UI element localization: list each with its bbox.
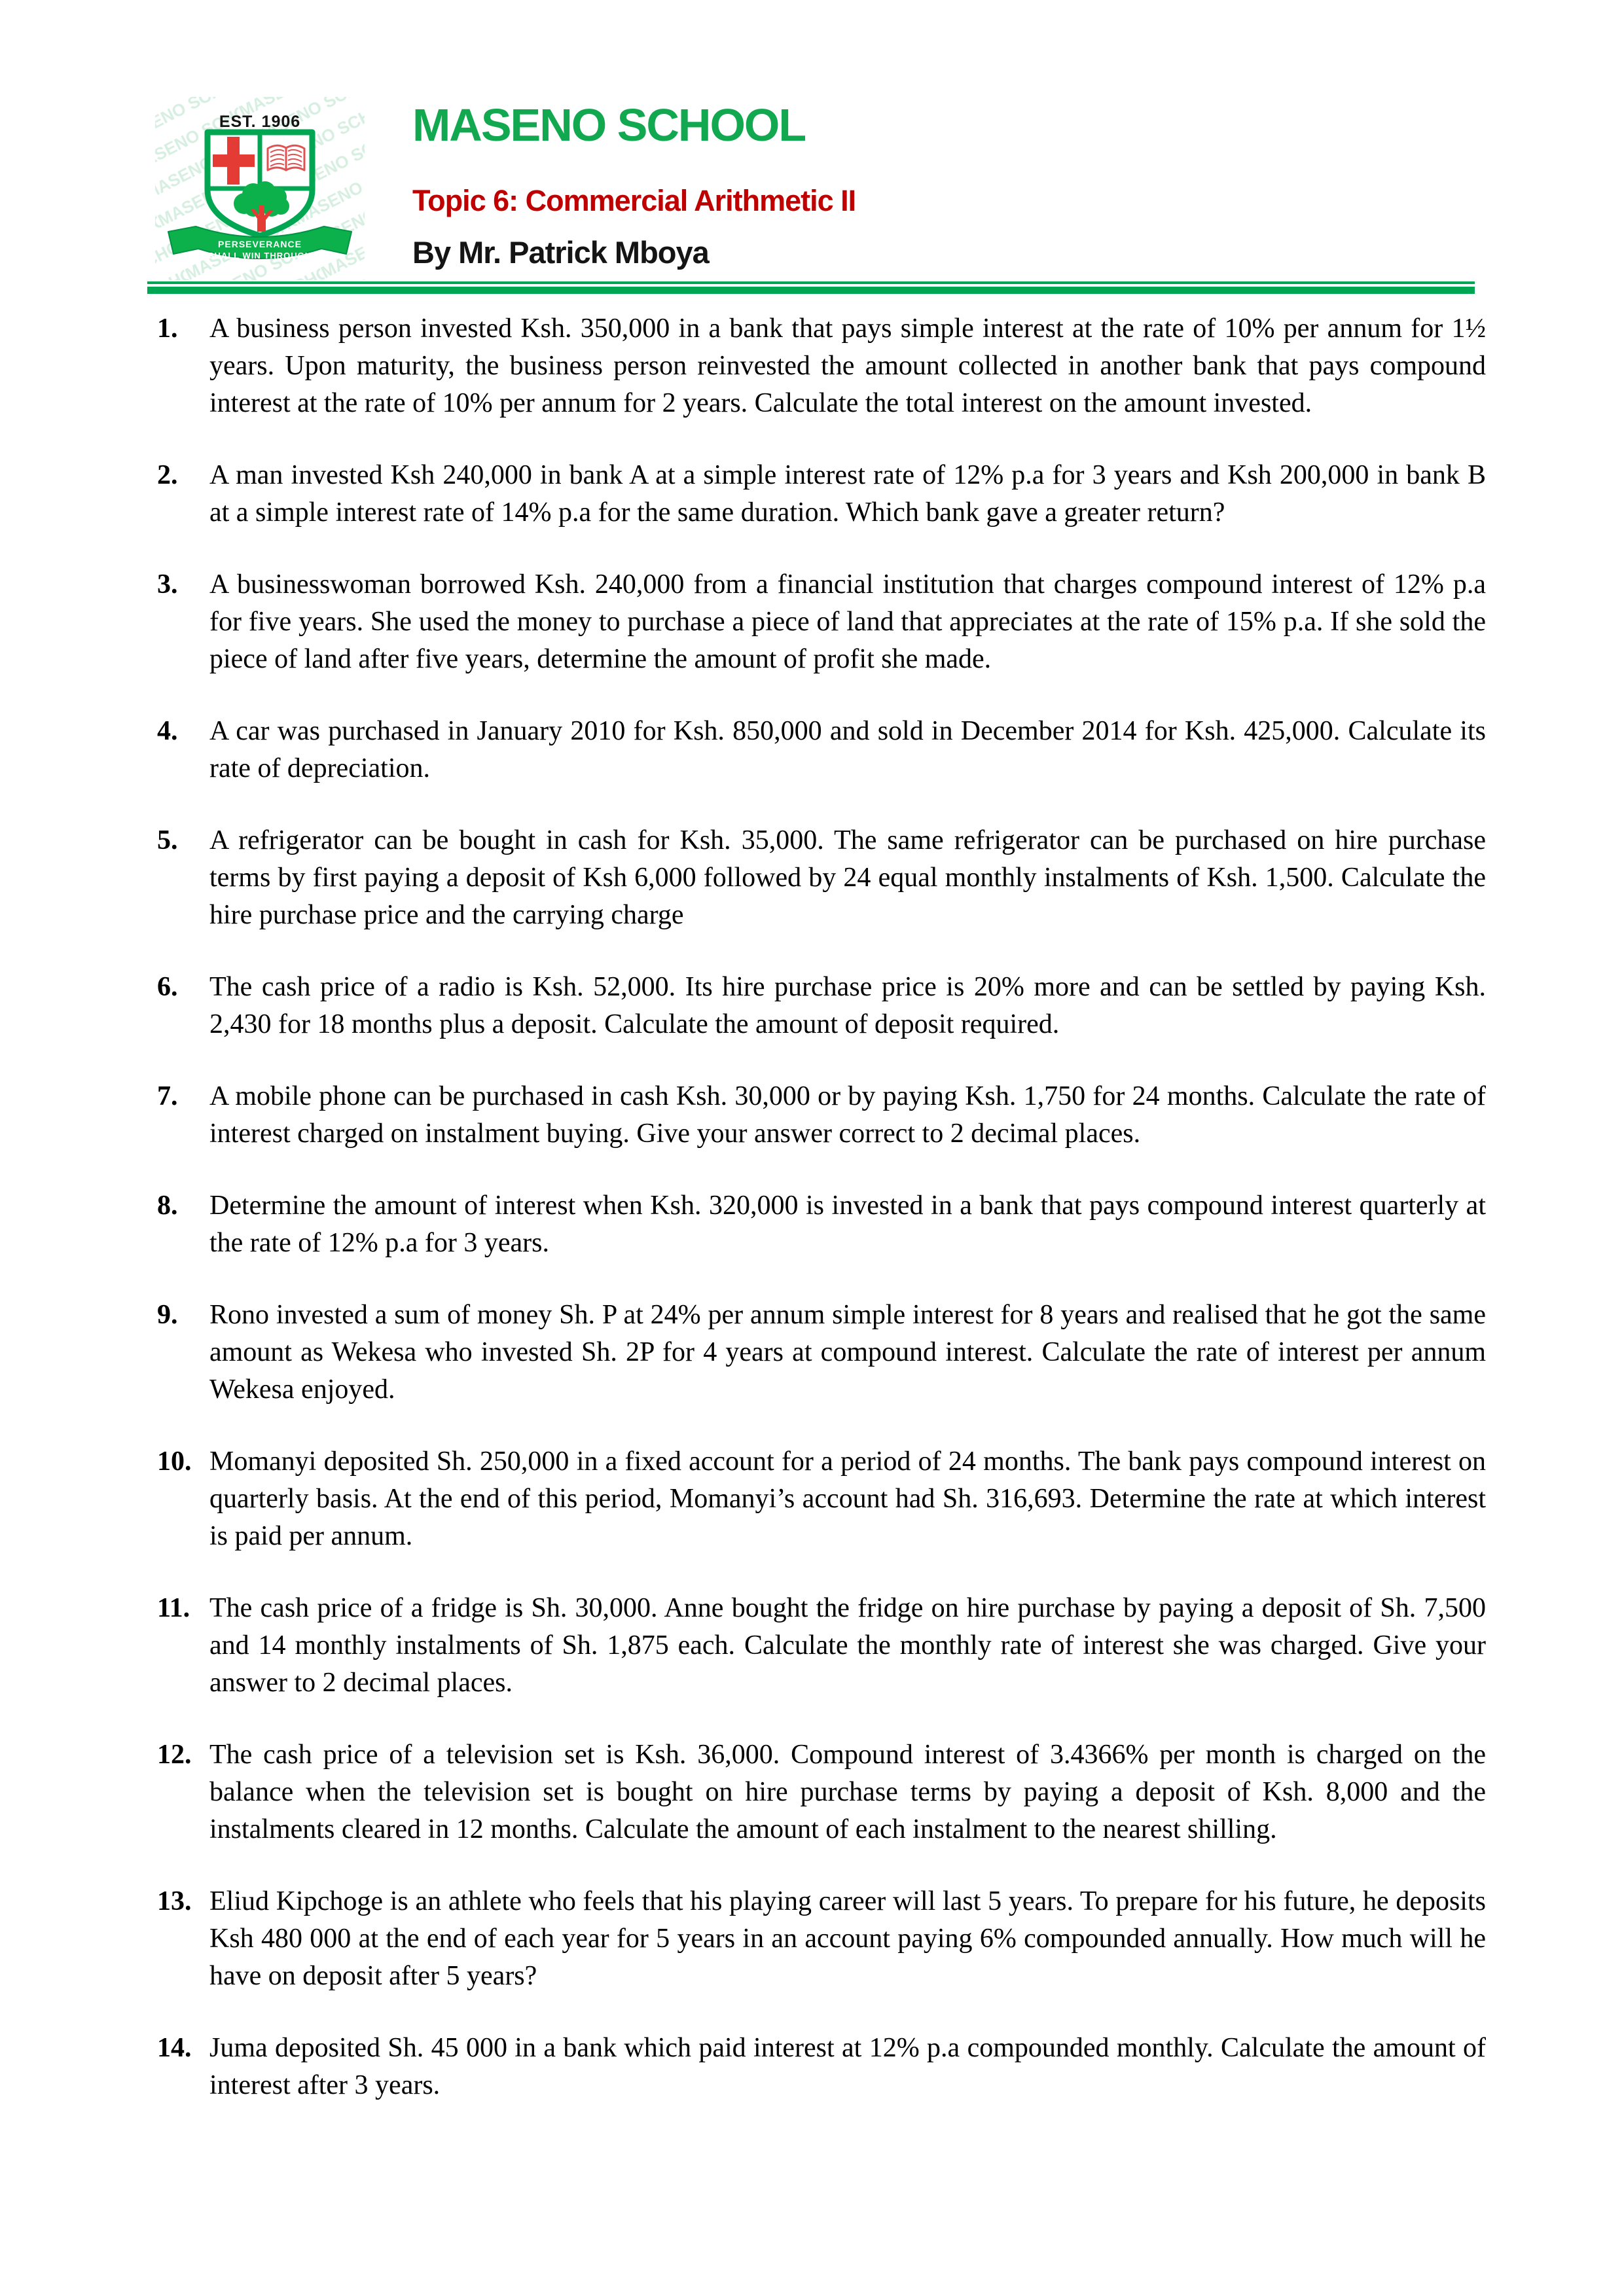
question-number: 5.: [157, 825, 178, 855]
topic-title: Topic 6: Commercial Arithmetic II: [412, 184, 856, 217]
question-item: [157, 969, 1486, 1043]
question-item: [157, 1297, 1486, 1408]
divider-thick-line: [147, 287, 1475, 294]
question-number: 14.: [157, 2033, 192, 2063]
book-icon: [268, 145, 304, 170]
question-item: [157, 1736, 1486, 1848]
question-number: 7.: [157, 1081, 178, 1111]
question-text: A business person invested Ksh. 350,000 in a bank that pays simple interest at the rate of 10% per annum for 1½ years. Upon maturity, the business person reinvested the amount collected in another bank that pays compound interest at the rate of 10% per annum for 2 years. Calculate the total interest on the amount invested.: [209, 314, 1486, 418]
author-line: By Mr. Patrick Mboya: [412, 235, 709, 270]
question-text: The cash price of a fridge is Sh. 30,000. Anne bought the fridge on hire purchase by paying a deposit of Sh. 7,500 and 14 monthly instalments of Sh. 1,875 each. Calculate the monthly rate of interest she was charged. Give your answer to 2 decimal places.: [209, 1593, 1486, 1698]
question-text: A mobile phone can be purchased in cash Ksh. 30,000 or by paying Ksh. 1,750 for 24 months. Calculate the rate of interest charged on instalment buying. Give your answer correct to 2 decimal places.: [209, 1081, 1486, 1149]
school-name: MASENO SCHOOL: [412, 99, 806, 151]
motto-line2: SHALL WIN THROUGH: [208, 251, 312, 260]
question-text: Eliud Kipchoge is an athlete who feels that his playing career will last 5 years. To prepare for his future, he deposits Ksh 480 000 at the end of each year for 5 years in an account paying 6% compounded annually. How much will he have on deposit after 5 years?: [209, 1886, 1486, 1991]
question-number: 11.: [157, 1593, 190, 1623]
question-number: 4.: [157, 716, 178, 746]
school-logo: [155, 97, 365, 280]
school-crest: [155, 97, 365, 280]
question-number: 9.: [157, 1300, 178, 1330]
question-text: A man invested Ksh 240,000 in bank A at a simple interest rate of 12% p.a for 3 years and Ksh 200,000 in bank B at a simple interest rate of 14% p.a for the same duration. Which bank gave a greater return?: [209, 460, 1486, 528]
question-number: 10.: [157, 1446, 192, 1477]
question-text: The cash price of a television set is Ksh. 36,000. Compound interest of 3.4366% per month is charged on the balance when the television set is bought on hire purchase terms by paying a deposit of Ksh. 8,000 and the instalments cleared in 12 months. Calculate the amount of each instalment to the nearest shilling.: [209, 1740, 1486, 1844]
question-text: Momanyi deposited Sh. 250,000 in a fixed account for a period of 24 months. The bank pays compound interest on quarterly basis. At the end of this period, Momanyi’s account had Sh. 316,693. Determine the rate at which interest is paid per annum.: [209, 1446, 1486, 1551]
question-text: A refrigerator can be bought in cash for Ksh. 35,000. The same refrigerator can be purchased on hire purchase terms by first paying a deposit of Ksh 6,000 followed by 24 equal monthly instalments of Ksh. 1,500. Calculate the hire purchase price and the carrying charge: [209, 825, 1486, 930]
question-text: Rono invested a sum of money Sh. P at 24% per annum simple interest for 8 years and realised that he got the same amount as Wekesa who invested Sh. 2P for 4 years at compound interest. Calculate the rate of interest per annum Wekesa enjoyed.: [209, 1300, 1486, 1405]
header-divider: [147, 281, 1475, 294]
question-item: [157, 1187, 1486, 1262]
question-text: A car was purchased in January 2010 for Ksh. 850,000 and sold in December 2014 for Ksh. 425,000. Calculate its rate of depreciation.: [209, 716, 1486, 783]
question-item: [157, 2030, 1486, 2104]
question-item: [157, 822, 1486, 934]
question-item: [157, 310, 1486, 422]
question-number: 12.: [157, 1740, 192, 1770]
motto-line1: PERSEVERANCE: [218, 239, 302, 249]
question-item: [157, 1590, 1486, 1702]
question-number: 8.: [157, 1191, 178, 1221]
questions-list: [157, 310, 1486, 2139]
divider-thin-line: [147, 281, 1475, 284]
question-number: 1.: [157, 314, 178, 344]
question-item: [157, 713, 1486, 787]
question-item: [157, 1443, 1486, 1555]
question-number: 3.: [157, 569, 178, 600]
question-number: 13.: [157, 1886, 192, 1916]
question-number: 2.: [157, 460, 178, 490]
question-items: [157, 310, 1486, 2104]
crest-shield-icon: [208, 132, 312, 236]
question-item: [157, 1078, 1486, 1153]
question-text: Determine the amount of interest when Ksh. 320,000 is invested in a bank that pays compound interest quarterly at the rate of 12% p.a for 3 years.: [209, 1191, 1486, 1258]
est-label: EST. 1906: [219, 113, 301, 131]
question-text: Juma deposited Sh. 45 000 in a bank which paid interest at 12% p.a compounded monthly. Calculate the amount of interest after 3 years.: [209, 2033, 1486, 2100]
question-item: [157, 457, 1486, 531]
question-item: [157, 566, 1486, 678]
question-number: 6.: [157, 972, 178, 1002]
question-item: [157, 1883, 1486, 1995]
question-text: A businesswoman borrowed Ksh. 240,000 from a financial institution that charges compound interest of 12% p.a for five years. She used the money to purchase a piece of land that appreciates at the rate of 15% p.a. If she sold the piece of land after five years, determine the amount of profit she made.: [209, 569, 1486, 674]
question-text: The cash price of a radio is Ksh. 52,000. Its hire purchase price is 20% more and can be settled by paying Ksh. 2,430 for 18 months plus a deposit. Calculate the amount of deposit required.: [209, 972, 1486, 1039]
